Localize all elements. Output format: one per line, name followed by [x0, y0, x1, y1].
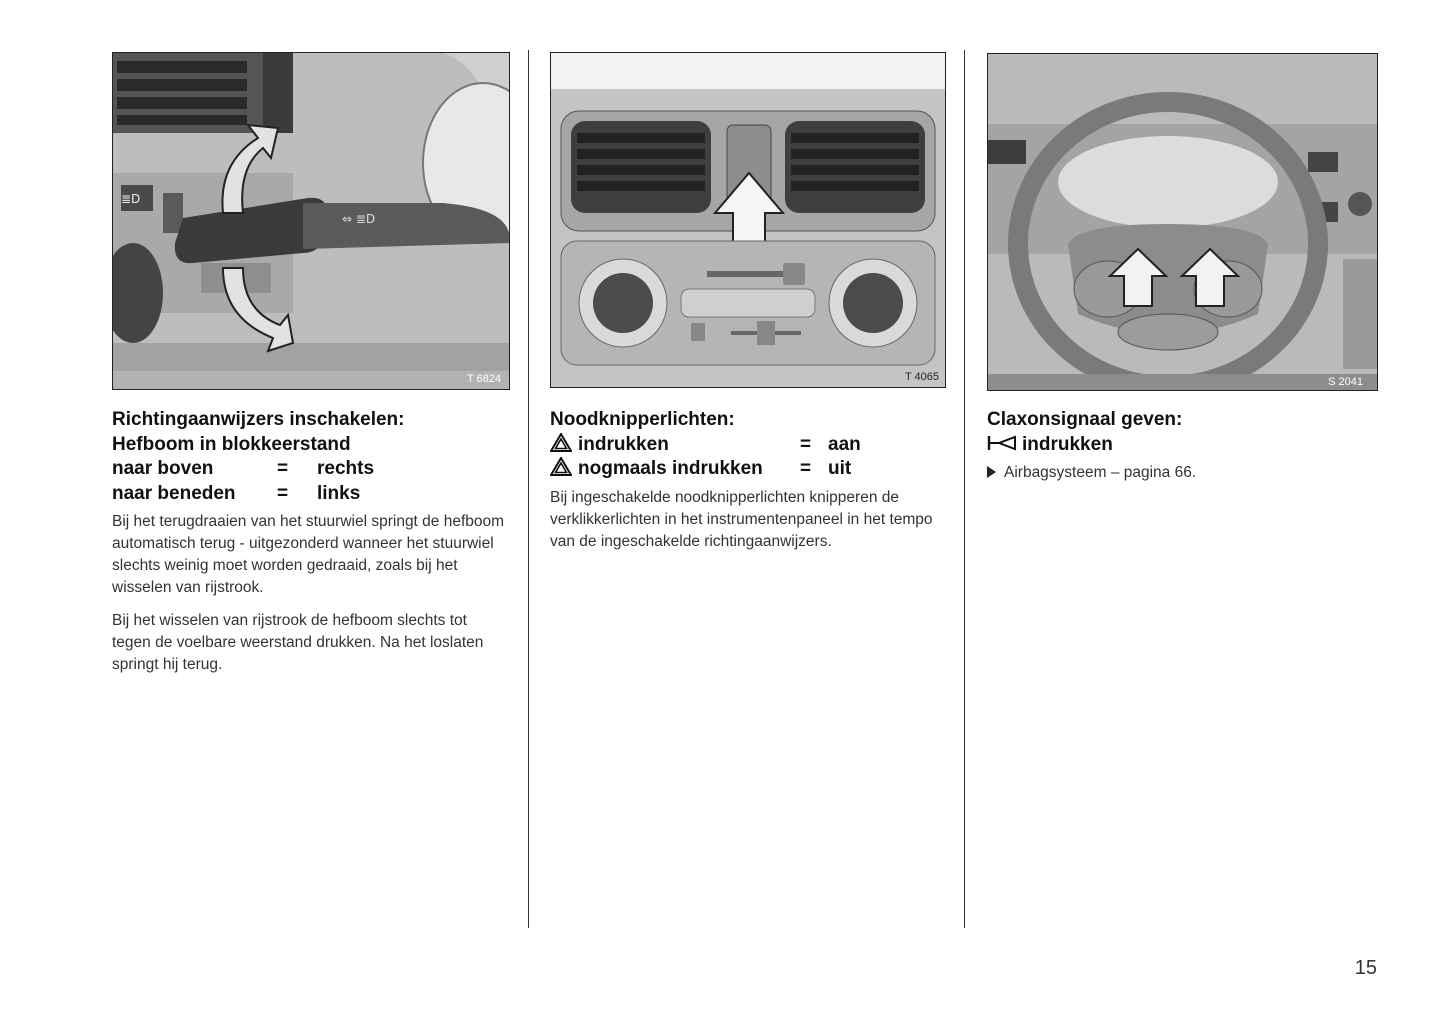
steering-wheel-horn-illustration — [987, 53, 1378, 391]
hazard-warning-icon — [550, 433, 572, 452]
hazard-body — [550, 487, 946, 564]
row-equals: = — [277, 458, 289, 479]
row-label: indrukken — [578, 433, 669, 455]
reference-text: Airbagsysteem – pagina 66. — [1004, 464, 1197, 481]
hazard-heading — [550, 408, 950, 482]
paragraph: Bij ingeschakelde noodknipperlichten knipperen de verklikkerlichten in het instrumentenpaneel in het tempo van de ingeschakelde richtingaanwijzers. — [550, 489, 933, 550]
turn-signal-body — [112, 511, 508, 687]
turn-signal-stalk-illustration — [112, 52, 510, 390]
row-equals: = — [277, 482, 289, 504]
figure-code: S 2041 — [1328, 376, 1363, 388]
figure-code: T 4065 — [904, 371, 939, 383]
column-divider-right — [964, 50, 965, 928]
column-divider-left — [528, 50, 529, 928]
row-label: nogmaals indrukken — [578, 458, 763, 479]
heading-line: Claxonsignaal geven: — [987, 409, 1183, 430]
horn-action-label: indrukken — [1022, 433, 1113, 455]
hazard-row — [550, 433, 950, 458]
svg-text:≣D: ≣D — [121, 192, 141, 206]
row-value: rechts — [317, 458, 375, 479]
direction-row — [112, 457, 522, 482]
direction-row — [112, 482, 522, 507]
horn-row — [987, 433, 1387, 458]
row-label: naar beneden — [112, 482, 236, 504]
row-value: uit — [828, 458, 852, 479]
turn-signal-heading — [112, 408, 522, 506]
heading-line: Noodknipperlichten: — [550, 409, 735, 430]
row-equals: = — [800, 433, 812, 455]
page-number: 15 — [1354, 957, 1377, 979]
hazard-row — [550, 457, 950, 482]
paragraph: Bij het wisselen van rijstrook de hefboom slechts tot tegen de voelbare weerstand drukken. Na het loslaten springt hij terug. — [112, 612, 484, 673]
row-equals: = — [800, 458, 812, 479]
hazard-warning-icon — [550, 457, 572, 476]
heading-line: Richtingaanwijzers inschakelen: — [112, 409, 405, 430]
heading-line: Hefboom in blokkeerstand — [112, 433, 351, 455]
svg-text:⇔ ≣D: ⇔ ≣D — [342, 212, 376, 226]
horn-heading — [987, 408, 1387, 457]
airbag-reference — [987, 464, 1196, 482]
bullet-triangle-icon — [987, 466, 996, 478]
horn-icon — [987, 434, 1017, 452]
hazard-switch-illustration — [550, 52, 946, 388]
row-value: links — [317, 482, 361, 504]
row-value: aan — [828, 433, 861, 455]
row-label: naar boven — [112, 458, 214, 479]
paragraph: Bij het terugdraaien van het stuurwiel springt de hefboom automatisch terug - uitgezonderd wanneer het stuurwiel slechts weinig moet worden gedraaid, zoals bij het wisselen van rijstrook. — [112, 513, 505, 596]
figure-code: T 6824 — [466, 373, 501, 385]
